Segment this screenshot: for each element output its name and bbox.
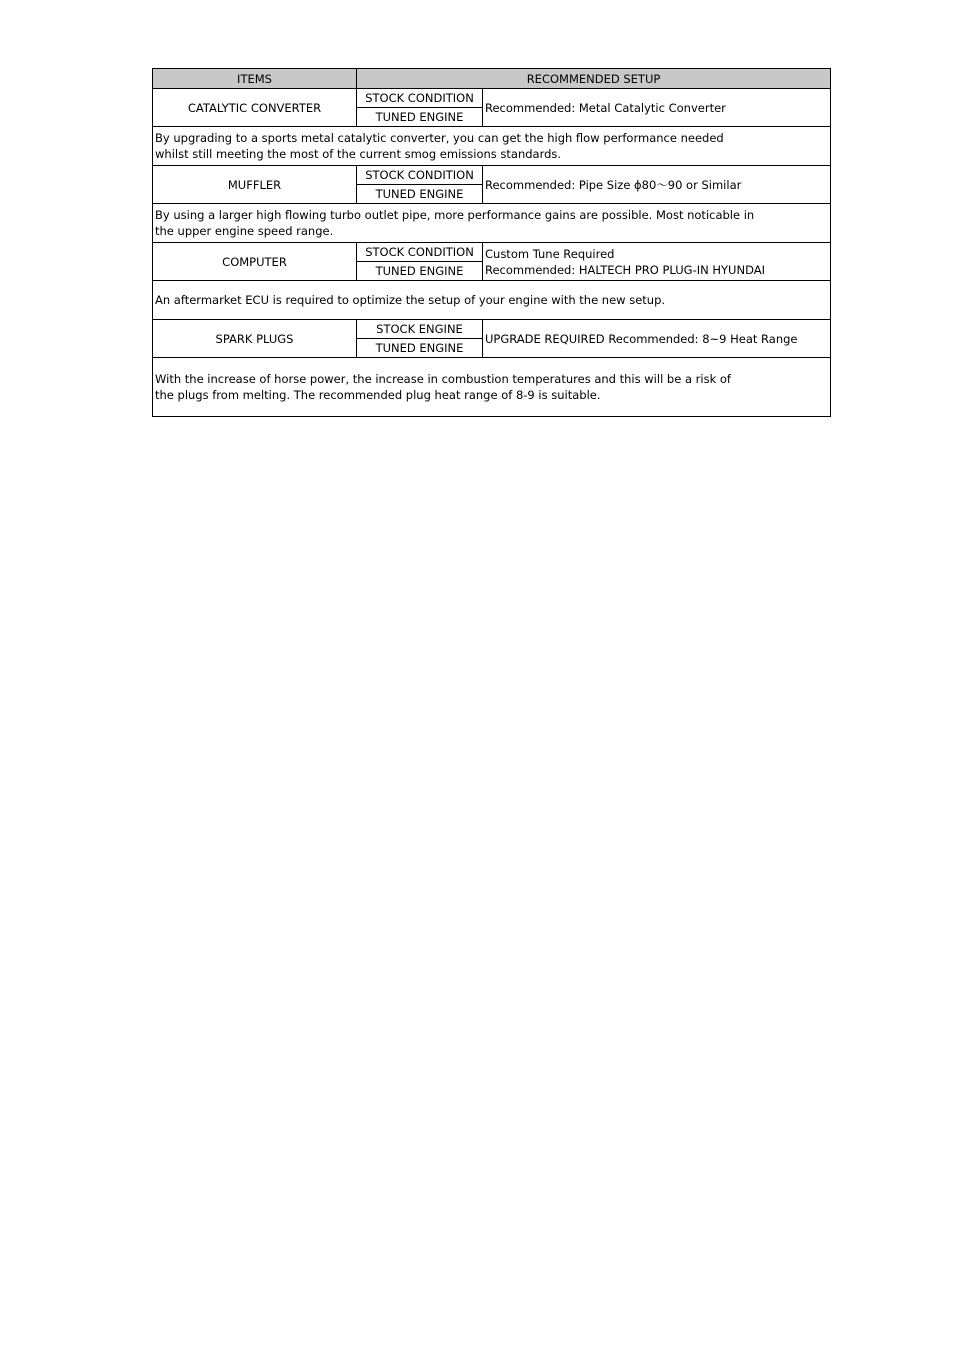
recommendation-catalytic-converter (483, 89, 831, 127)
condition-stock: STOCK CONDITION (357, 89, 483, 108)
description-row (153, 281, 831, 320)
table-row (153, 320, 831, 339)
recommendation-line: Recommended: HALTECH PRO PLUG-IN HYUNDAI (485, 262, 765, 277)
condition-tuned: TUNED ENGINE (357, 185, 483, 204)
description-line: whilst still meeting the most of the current smog emissions standards. (155, 147, 562, 161)
description-line: the upper engine speed range. (155, 224, 334, 238)
condition-stock: STOCK CONDITION (357, 243, 483, 262)
recommendation-muffler (483, 166, 831, 204)
description-row (153, 358, 831, 417)
recommendation-line: Recommended: Metal Catalytic Converter (485, 100, 726, 115)
table-row (153, 166, 831, 185)
condition-tuned: TUNED ENGINE (357, 339, 483, 358)
table-row (153, 243, 831, 262)
recommendation-line: Recommended: Pipe Size ϕ80〜90 or Similar (485, 177, 742, 192)
description-spark-plugs (153, 358, 831, 417)
description-row (153, 127, 831, 166)
recommendation-line: UPGRADE REQUIRED Recommended: 8~9 Heat Range (485, 331, 798, 346)
recommendation-computer (483, 243, 831, 281)
description-line: By using a larger high flowing turbo outlet pipe, more performance gains are possible. Most noticable in (155, 208, 755, 222)
description-row (153, 204, 831, 243)
item-muffler: MUFFLER (153, 166, 357, 204)
description-muffler (153, 204, 831, 243)
description-line: An aftermarket ECU is required to optimize the setup of your engine with the new setup. (155, 293, 666, 307)
description-line: With the increase of horse power, the increase in combustion temperatures and this will be a risk of (155, 372, 731, 386)
condition-stock: STOCK CONDITION (357, 166, 483, 185)
condition-tuned: TUNED ENGINE (357, 262, 483, 281)
item-catalytic-converter: CATALYTIC CONVERTER (153, 89, 357, 127)
description-line: the plugs from melting. The recommended plug heat range of 8-9 is suitable. (155, 388, 601, 402)
description-computer (153, 281, 831, 320)
table-row (153, 89, 831, 108)
recommendation-spark-plugs (483, 320, 831, 358)
recommendation-line: Custom Tune Required (485, 246, 615, 261)
table-header-row (153, 69, 831, 89)
description-line: By upgrading to a sports metal catalytic converter, you can get the high flow performance needed (155, 131, 724, 145)
description-catalytic-converter (153, 127, 831, 166)
condition-tuned: TUNED ENGINE (357, 108, 483, 127)
recommended-setup-table (152, 68, 831, 417)
header-recommended-setup: RECOMMENDED SETUP (357, 69, 831, 89)
item-spark-plugs: SPARK PLUGS (153, 320, 357, 358)
item-computer: COMPUTER (153, 243, 357, 281)
condition-stock: STOCK ENGINE (357, 320, 483, 339)
header-items: ITEMS (153, 69, 357, 89)
